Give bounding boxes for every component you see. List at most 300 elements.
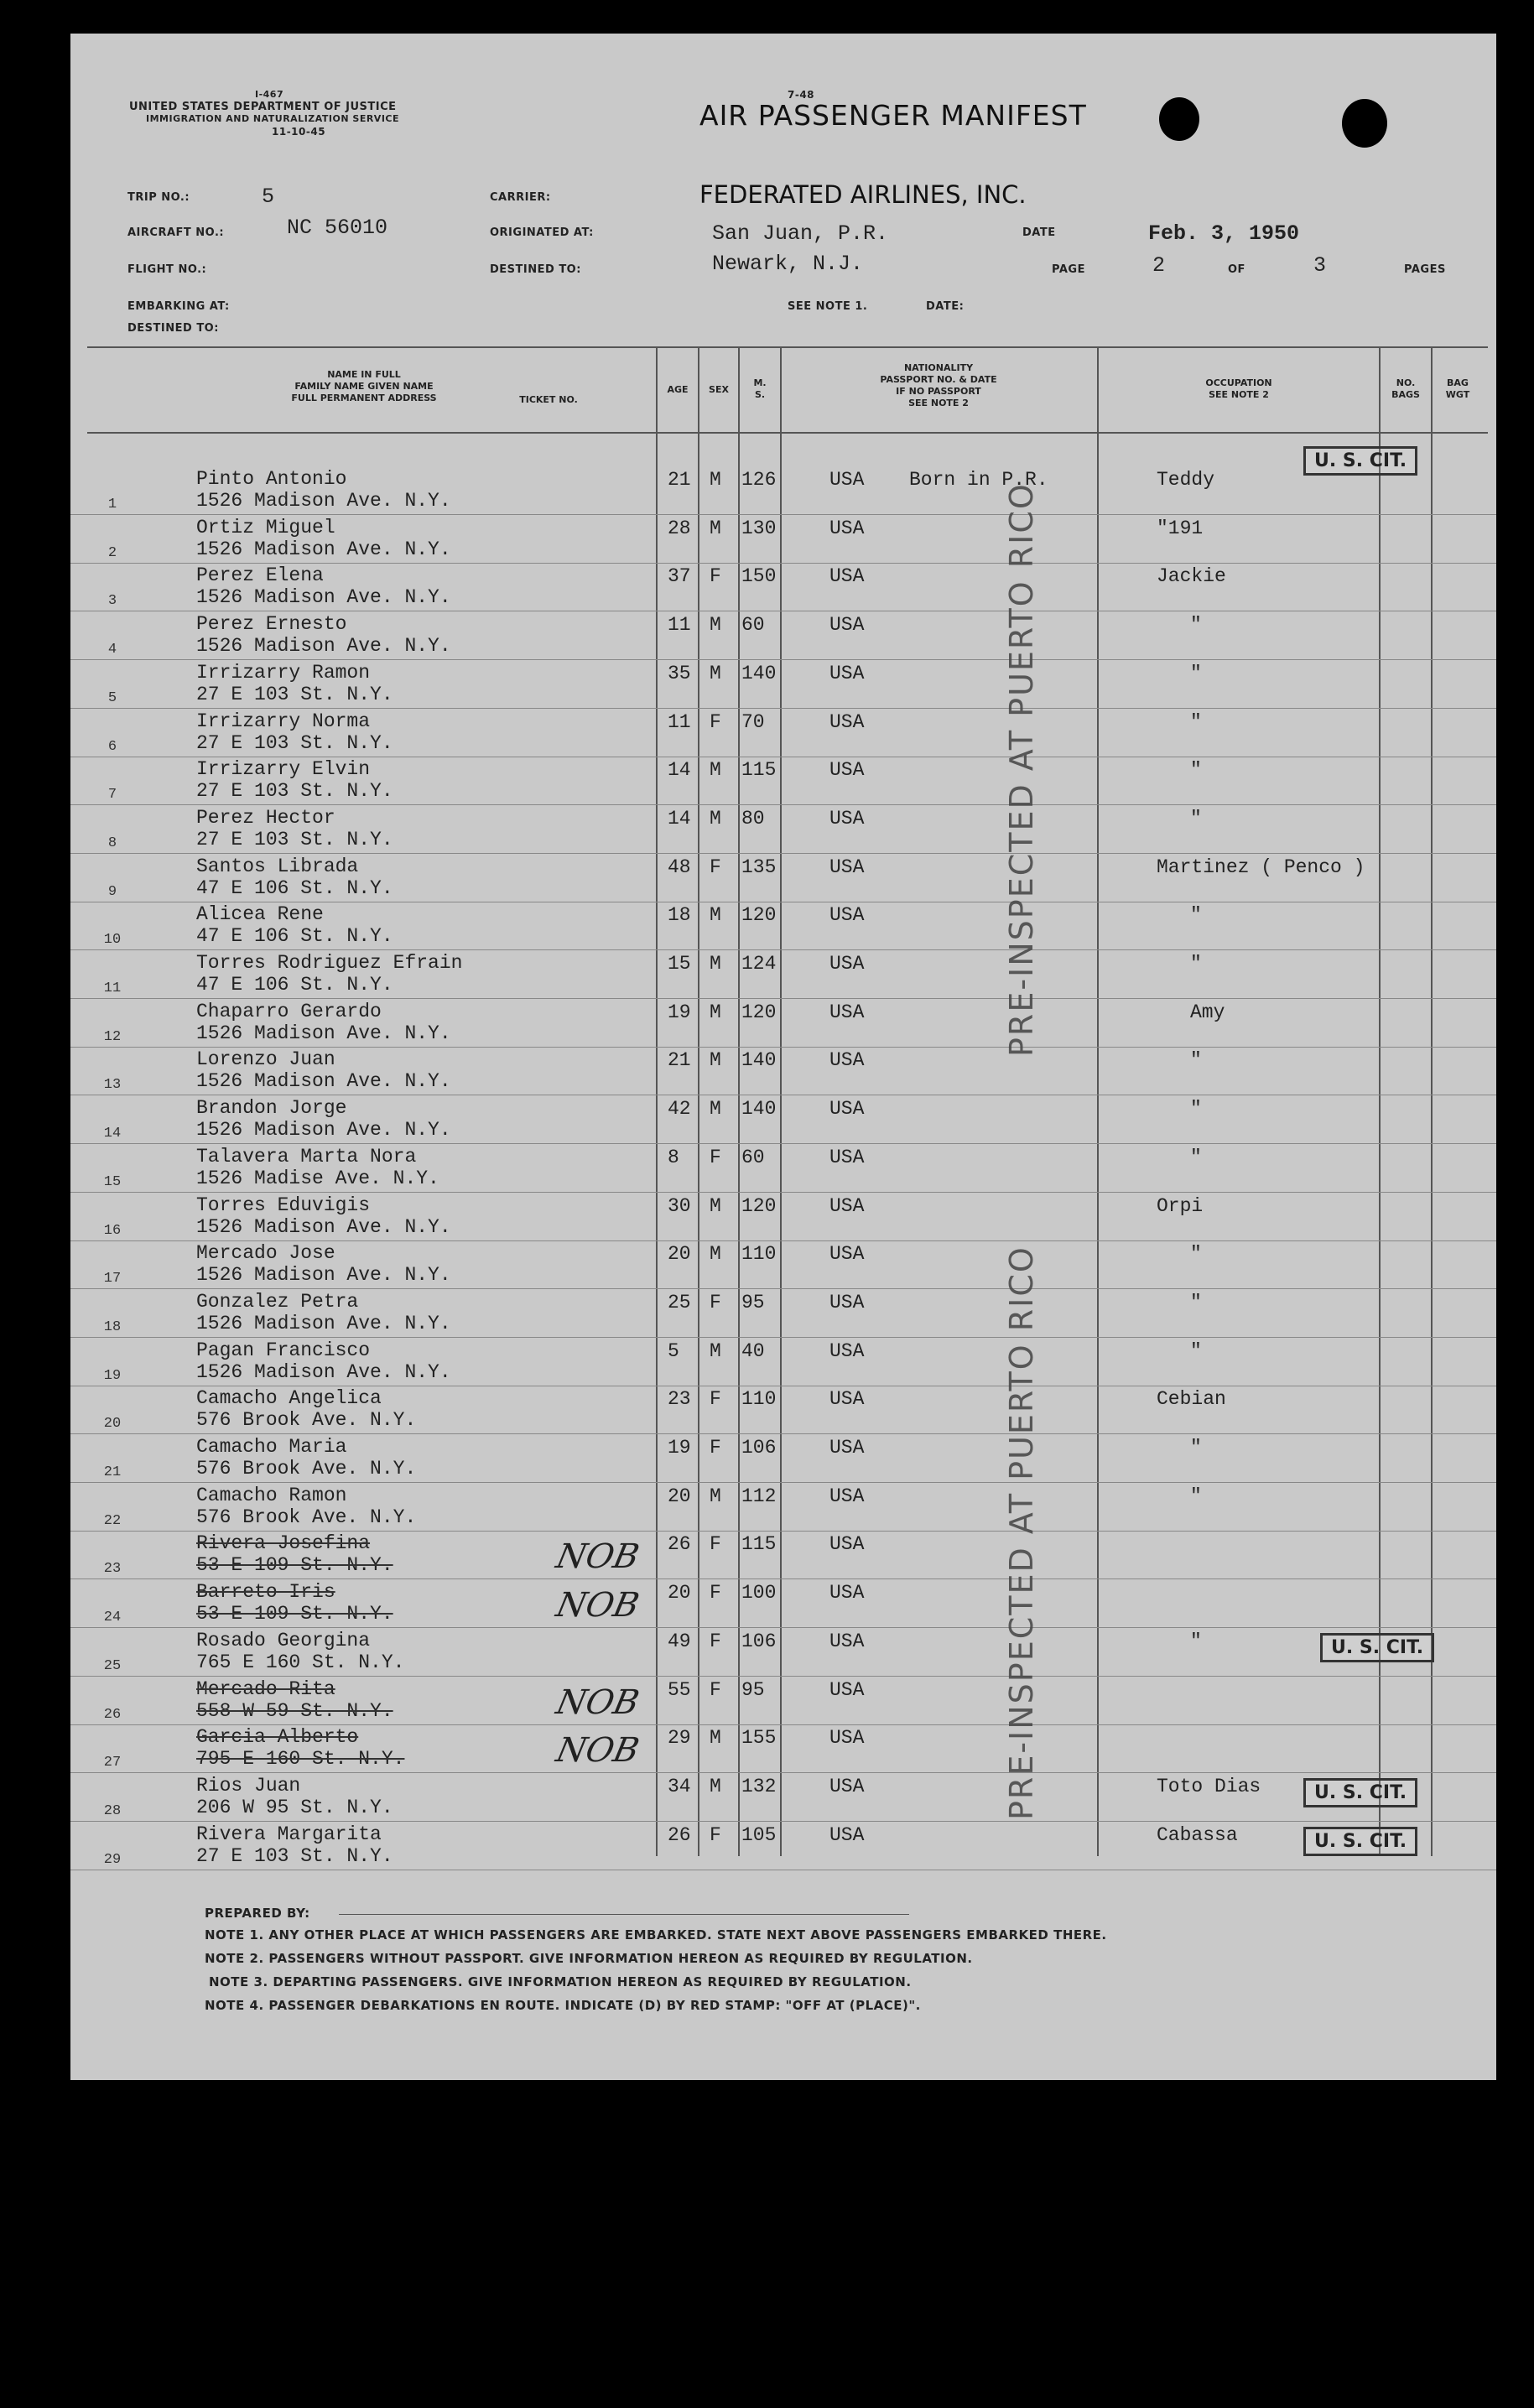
passenger-name: Alicea Rene bbox=[196, 903, 324, 926]
passenger-nationality: USA bbox=[829, 1146, 865, 1168]
passenger-age: 21 bbox=[668, 1049, 691, 1072]
carrier-name: FEDERATED AIRLINES, INC. bbox=[699, 180, 1027, 209]
passenger-ms: 95 bbox=[741, 1678, 765, 1701]
aircraft-no-label: AIRCRAFT NO.: bbox=[127, 226, 225, 239]
passenger-sex: M bbox=[710, 904, 721, 927]
originated-label: ORIGINATED AT: bbox=[490, 226, 594, 239]
header-bottom-rule bbox=[87, 432, 1488, 434]
embarking-label: EMBARKING AT: bbox=[127, 300, 230, 313]
table-row bbox=[70, 1193, 1496, 1241]
passenger-address: 1526 Madison Ave. N.Y. bbox=[196, 1360, 451, 1383]
col-header-occupation: OCCUPATION SEE NOTE 2 bbox=[1205, 377, 1272, 400]
row-number: 3 bbox=[107, 593, 117, 610]
passenger-ms: 95 bbox=[741, 1291, 765, 1313]
passenger-age: 37 bbox=[668, 565, 691, 588]
passenger-sex: F bbox=[710, 1630, 721, 1652]
trip-no: 5 bbox=[262, 185, 275, 209]
nob-annotation: NOB bbox=[553, 1682, 643, 1722]
passenger-age: 11 bbox=[668, 614, 691, 637]
passenger-nationality: USA bbox=[829, 953, 865, 975]
passenger-name: Perez Elena bbox=[196, 564, 324, 587]
table-row bbox=[70, 1338, 1496, 1386]
passenger-ms: 80 bbox=[741, 807, 765, 830]
passenger-ms: 132 bbox=[741, 1775, 777, 1797]
row-number: 9 bbox=[107, 883, 117, 900]
passenger-ms: 105 bbox=[741, 1823, 777, 1846]
passenger-ms: 115 bbox=[741, 1533, 777, 1556]
prepared-by-line bbox=[339, 1914, 909, 1915]
table-row bbox=[70, 854, 1496, 902]
passenger-name: Irrizarry Elvin bbox=[196, 758, 371, 781]
passenger-ms: 140 bbox=[741, 662, 777, 684]
passenger-nationality: USA bbox=[829, 1243, 865, 1266]
passenger-ms: 120 bbox=[741, 904, 777, 927]
us-cit-stamp: U. S. CIT. bbox=[1303, 1827, 1417, 1856]
passenger-address: 1526 Madison Ave. N.Y. bbox=[196, 1070, 451, 1093]
passenger-age: 23 bbox=[668, 1388, 691, 1411]
row-number: 12 bbox=[103, 1028, 122, 1045]
passenger-age: 30 bbox=[668, 1194, 691, 1217]
passenger-occupation: " bbox=[1190, 1485, 1202, 1507]
passenger-name: Santos Librada bbox=[196, 855, 359, 877]
passenger-nationality: USA bbox=[829, 1001, 865, 1023]
passenger-nationality: USA bbox=[829, 1582, 865, 1604]
passenger-sex: M bbox=[710, 1485, 721, 1507]
passenger-ms: 115 bbox=[741, 759, 777, 782]
table-row bbox=[70, 709, 1496, 757]
passenger-ms: 124 bbox=[741, 953, 777, 975]
col-header-bags: NO. BAGS bbox=[1391, 377, 1420, 400]
table-row bbox=[70, 950, 1496, 999]
of-label: OF bbox=[1228, 263, 1245, 276]
passenger-sex: F bbox=[710, 1437, 721, 1459]
col-header-nationality: NATIONALITY PASSPORT NO. & DATE IF NO PASSPORT SEE NOTE 2 bbox=[880, 362, 997, 408]
passenger-address: 47 E 106 St. N.Y. bbox=[196, 974, 393, 996]
passenger-nationality: USA bbox=[829, 1291, 865, 1313]
passenger-occupation: Martinez ( Penco ) bbox=[1157, 856, 1365, 878]
passenger-nationality: USA bbox=[829, 710, 865, 733]
row-number: 25 bbox=[103, 1657, 122, 1674]
passenger-ms: 140 bbox=[741, 1049, 777, 1072]
passenger-ms: 120 bbox=[741, 1001, 777, 1023]
row-number: 23 bbox=[103, 1561, 122, 1578]
punch-hole-right bbox=[1342, 99, 1387, 148]
passenger-ms: 70 bbox=[741, 710, 765, 733]
passenger-age: 42 bbox=[668, 1098, 691, 1121]
passenger-sex: M bbox=[710, 1339, 721, 1362]
passenger-age: 29 bbox=[668, 1727, 691, 1750]
passenger-address: 795 E 160 St. N.Y. bbox=[196, 1748, 405, 1771]
passenger-occupation: Jackie bbox=[1157, 565, 1226, 588]
passenger-age: 20 bbox=[668, 1243, 691, 1266]
passenger-age: 5 bbox=[668, 1339, 679, 1362]
passenger-ms: 106 bbox=[741, 1437, 777, 1459]
passenger-age: 21 bbox=[668, 469, 691, 491]
table-row bbox=[70, 1434, 1496, 1483]
passenger-name: Talavera Marta Nora bbox=[196, 1145, 417, 1168]
passenger-occupation: " bbox=[1190, 1437, 1202, 1459]
row-number: 2 bbox=[107, 544, 117, 561]
passenger-name: Camacho Ramon bbox=[196, 1484, 347, 1506]
passenger-nationality: USA bbox=[829, 759, 865, 782]
table-row bbox=[70, 1531, 1496, 1579]
passenger-name: Rivera Josefina bbox=[196, 1532, 371, 1555]
page-label: PAGE bbox=[1052, 263, 1085, 276]
passenger-address: 765 E 160 St. N.Y. bbox=[196, 1651, 405, 1673]
passenger-address: 1526 Madison Ave. N.Y. bbox=[196, 1022, 451, 1044]
row-number: 19 bbox=[103, 1367, 122, 1384]
passenger-occupation: Teddy bbox=[1157, 469, 1215, 491]
destined-label: DESTINED TO: bbox=[490, 263, 581, 276]
row-number: 28 bbox=[103, 1802, 122, 1819]
passenger-nationality: USA bbox=[829, 565, 865, 588]
passenger-nationality: USA bbox=[829, 1098, 865, 1121]
passenger-address: 53 E 109 St. N.Y. bbox=[196, 1603, 393, 1625]
passenger-age: 19 bbox=[668, 1001, 691, 1023]
flight-no-label: FLIGHT NO.: bbox=[127, 263, 207, 276]
passenger-age: 20 bbox=[668, 1485, 691, 1507]
passenger-name: Pagan Francisco bbox=[196, 1339, 371, 1361]
row-number: 20 bbox=[103, 1416, 122, 1433]
pages-label: PAGES bbox=[1404, 263, 1446, 276]
passenger-nationality: USA bbox=[829, 1630, 865, 1652]
passenger-name: Pinto Antonio bbox=[196, 468, 347, 490]
passenger-nationality: USA bbox=[829, 1437, 865, 1459]
passenger-address: 27 E 103 St. N.Y. bbox=[196, 780, 393, 803]
passenger-occupation: Orpi bbox=[1157, 1194, 1204, 1217]
passenger-address: 1526 Madison Ave. N.Y. bbox=[196, 1119, 451, 1142]
passenger-occupation: " bbox=[1190, 759, 1202, 782]
passenger-occupation: " bbox=[1190, 614, 1202, 637]
row-number: 29 bbox=[103, 1851, 122, 1868]
passenger-address: 27 E 103 St. N.Y. bbox=[196, 1844, 393, 1867]
passenger-name: Barreto Iris bbox=[196, 1581, 335, 1604]
passenger-name: Irrizarry Norma bbox=[196, 710, 371, 732]
passenger-age: 8 bbox=[668, 1146, 679, 1168]
passenger-name: Rios Juan bbox=[196, 1774, 301, 1797]
passenger-occupation: Amy bbox=[1190, 1001, 1225, 1023]
col-header-sex: SEX bbox=[709, 384, 729, 395]
carrier-label: CARRIER: bbox=[490, 191, 551, 204]
pre-inspected-stamp-lower: PRE-INSPECTED AT PUERTO RICO bbox=[1003, 1246, 1040, 1820]
col-header-ticket: TICKET NO. bbox=[519, 394, 578, 405]
table-row bbox=[70, 1240, 1496, 1289]
nob-annotation: NOB bbox=[553, 1731, 643, 1771]
passenger-nationality: USA bbox=[829, 517, 865, 539]
table-row bbox=[70, 660, 1496, 709]
aircraft-no: NC 56010 bbox=[287, 216, 388, 240]
table-row bbox=[70, 1773, 1496, 1822]
passenger-note: Born in P.R. bbox=[909, 469, 1048, 491]
passenger-nationality: USA bbox=[829, 1775, 865, 1797]
passenger-sex: M bbox=[710, 953, 721, 975]
note-1: NOTE 1. ANY OTHER PLACE AT WHICH PASSENGERS ARE EMBARKED. STATE NEXT ABOVE PASSENGERS EMBARKED THERE. bbox=[205, 1927, 1107, 1943]
passenger-ms: 60 bbox=[741, 614, 765, 637]
row-number: 7 bbox=[107, 787, 117, 804]
passenger-age: 19 bbox=[668, 1437, 691, 1459]
row-number: 15 bbox=[103, 1173, 122, 1190]
passenger-address: 576 Brook Ave. N.Y. bbox=[196, 1458, 417, 1480]
passenger-occupation: " bbox=[1190, 710, 1202, 733]
passenger-name: Camacho Maria bbox=[196, 1436, 347, 1458]
passenger-sex: F bbox=[710, 1388, 721, 1411]
passenger-sex: M bbox=[710, 1194, 721, 1217]
passenger-age: 28 bbox=[668, 517, 691, 539]
passenger-name: Brandon Jorge bbox=[196, 1097, 347, 1120]
row-number: 13 bbox=[103, 1077, 122, 1094]
row-number: 16 bbox=[103, 1222, 122, 1239]
note-3: NOTE 3. DEPARTING PASSENGERS. GIVE INFORMATION HEREON AS REQUIRED BY REGULATION. bbox=[209, 1974, 912, 1989]
see-note-label: SEE NOTE 1. bbox=[788, 300, 868, 313]
row-number: 1 bbox=[107, 497, 117, 512]
pre-inspected-stamp-upper: PRE-INSPECTED AT PUERTO RICO bbox=[1003, 482, 1040, 1057]
passenger-sex: M bbox=[710, 662, 721, 684]
passenger-nationality: USA bbox=[829, 1823, 865, 1846]
table-row bbox=[70, 1483, 1496, 1532]
table-row bbox=[70, 563, 1496, 611]
passenger-ms: 60 bbox=[741, 1146, 765, 1168]
passenger-occupation: " bbox=[1190, 953, 1202, 975]
passenger-sex: M bbox=[710, 1001, 721, 1023]
passenger-occupation: Cebian bbox=[1157, 1388, 1226, 1411]
table-row bbox=[70, 1724, 1496, 1773]
row-number: 27 bbox=[103, 1755, 122, 1771]
passenger-name: Garcia Alberto bbox=[196, 1726, 359, 1749]
table-row bbox=[70, 805, 1496, 854]
passenger-address: 1526 Madise Ave. N.Y. bbox=[196, 1167, 439, 1189]
passenger-sex: M bbox=[710, 1098, 721, 1121]
passenger-address: 27 E 103 St. N.Y. bbox=[196, 683, 393, 705]
passenger-sex: M bbox=[710, 1727, 721, 1750]
passenger-address: 47 E 106 St. N.Y. bbox=[196, 925, 393, 948]
passenger-occupation: " bbox=[1190, 1146, 1202, 1168]
passenger-occupation: " bbox=[1190, 904, 1202, 927]
trip-no-label: TRIP NO.: bbox=[127, 191, 190, 204]
passenger-sex: F bbox=[710, 710, 721, 733]
passenger-ms: 100 bbox=[741, 1582, 777, 1604]
date-label: DATE bbox=[1022, 226, 1056, 239]
passenger-address: 576 Brook Ave. N.Y. bbox=[196, 1409, 417, 1432]
passenger-age: 14 bbox=[668, 759, 691, 782]
page-value: 2 bbox=[1152, 253, 1166, 278]
us-cit-stamp: U. S. CIT. bbox=[1320, 1633, 1434, 1662]
table-row bbox=[70, 1579, 1496, 1628]
passenger-occupation: Cabassa bbox=[1157, 1823, 1238, 1846]
table-row bbox=[70, 466, 1496, 515]
passenger-nationality: USA bbox=[829, 856, 865, 878]
passenger-nationality: USA bbox=[829, 1485, 865, 1507]
passenger-name: Rivera Margarita bbox=[196, 1823, 382, 1845]
prepared-by-label: PREPARED BY: bbox=[205, 1906, 310, 1921]
passenger-name: Lorenzo Juan bbox=[196, 1048, 335, 1071]
row-number: 11 bbox=[103, 980, 122, 996]
manifest-sheet bbox=[70, 34, 1496, 2080]
passenger-nationality: USA bbox=[829, 1533, 865, 1556]
destined-value: Newark, N.J. bbox=[712, 252, 864, 276]
page-title: AIR PASSENGER MANIFEST bbox=[699, 99, 1087, 132]
passenger-sex: M bbox=[710, 469, 721, 491]
passenger-address: 47 E 106 St. N.Y. bbox=[196, 876, 393, 899]
passenger-sex: M bbox=[710, 807, 721, 830]
passenger-name: Torres Rodriguez Efrain bbox=[196, 952, 463, 974]
row-number: 8 bbox=[107, 835, 117, 851]
passenger-occupation: " bbox=[1190, 1339, 1202, 1362]
us-cit-stamp-top: U. S. CIT. bbox=[1303, 446, 1417, 476]
passenger-sex: F bbox=[710, 1678, 721, 1701]
passenger-name: Perez Hector bbox=[196, 806, 335, 829]
passenger-ms: 40 bbox=[741, 1339, 765, 1362]
passenger-address: 1526 Madison Ave. N.Y. bbox=[196, 586, 451, 609]
passenger-name: Torres Eduvigis bbox=[196, 1194, 371, 1216]
originated-value: San Juan, P.R. bbox=[712, 221, 889, 246]
table-row bbox=[70, 611, 1496, 660]
passenger-age: 55 bbox=[668, 1678, 691, 1701]
passenger-sex: F bbox=[710, 1823, 721, 1846]
passenger-name: Chaparro Gerardo bbox=[196, 1000, 382, 1022]
table-row bbox=[70, 1289, 1496, 1338]
table-row bbox=[70, 757, 1496, 805]
passenger-age: 34 bbox=[668, 1775, 691, 1797]
table-row bbox=[70, 1095, 1496, 1144]
passenger-ms: 140 bbox=[741, 1098, 777, 1121]
passenger-sex: F bbox=[710, 565, 721, 588]
row-number: 4 bbox=[107, 642, 117, 658]
passenger-sex: M bbox=[710, 1049, 721, 1072]
passenger-ms: 120 bbox=[741, 1194, 777, 1217]
passenger-sex: F bbox=[710, 1146, 721, 1168]
table-row bbox=[70, 1628, 1496, 1677]
passenger-sex: F bbox=[710, 1291, 721, 1313]
note-4: NOTE 4. PASSENGER DEBARKATIONS EN ROUTE. INDICATE (D) BY RED STAMP: "OFF AT (PLACE)". bbox=[205, 1998, 921, 2013]
passenger-ms: 155 bbox=[741, 1727, 777, 1750]
col-header-age: AGE bbox=[667, 384, 689, 395]
passenger-age: 14 bbox=[668, 807, 691, 830]
passenger-occupation: " bbox=[1190, 1243, 1202, 1266]
passenger-ms: 110 bbox=[741, 1243, 777, 1266]
passenger-address: 206 W 95 St. N.Y. bbox=[196, 1796, 393, 1818]
row-number: 21 bbox=[103, 1464, 122, 1480]
passenger-age: 25 bbox=[668, 1291, 691, 1313]
passenger-occupation: " bbox=[1190, 807, 1202, 830]
passenger-ms: 112 bbox=[741, 1485, 777, 1507]
row-number: 14 bbox=[103, 1126, 122, 1142]
passenger-occupation: " bbox=[1190, 662, 1202, 684]
passenger-address: 1526 Madison Ave. N.Y. bbox=[196, 1264, 451, 1287]
passenger-sex: M bbox=[710, 614, 721, 637]
nob-annotation: NOB bbox=[553, 1586, 643, 1625]
passenger-address: 27 E 103 St. N.Y. bbox=[196, 828, 393, 850]
passenger-address: 1526 Madison Ave. N.Y. bbox=[196, 1215, 451, 1238]
agency-line2: IMMIGRATION AND NATURALIZATION SERVICE bbox=[146, 113, 400, 124]
passenger-name: Mercado Jose bbox=[196, 1242, 335, 1265]
passenger-nationality: USA bbox=[829, 1678, 865, 1701]
passenger-ms: 130 bbox=[741, 517, 777, 539]
passenger-age: 35 bbox=[668, 662, 691, 684]
passenger-name: Gonzalez Petra bbox=[196, 1290, 359, 1313]
agency-date-code: 11-10-45 bbox=[272, 126, 326, 138]
passenger-ms: 150 bbox=[741, 565, 777, 588]
passenger-ms: 106 bbox=[741, 1630, 777, 1652]
passenger-ms: 126 bbox=[741, 469, 777, 491]
passenger-occupation: " bbox=[1190, 1049, 1202, 1072]
passenger-address: 1526 Madison Ave. N.Y. bbox=[196, 490, 451, 512]
punch-hole-left bbox=[1159, 97, 1199, 141]
table-row bbox=[70, 1047, 1496, 1095]
passenger-nationality: USA bbox=[829, 1049, 865, 1072]
us-cit-stamp: U. S. CIT. bbox=[1303, 1778, 1417, 1807]
col-header-name: NAME IN FULL FAMILY NAME GIVEN NAME FULL PERMANENT ADDRESS bbox=[291, 369, 437, 403]
row-number: 26 bbox=[103, 1706, 122, 1723]
passenger-name: Mercado Rita bbox=[196, 1677, 335, 1700]
date-value: Feb. 3, 1950 bbox=[1148, 221, 1300, 246]
row-number: 10 bbox=[103, 932, 122, 949]
passenger-nationality: USA bbox=[829, 662, 865, 684]
row-number: 24 bbox=[103, 1610, 122, 1626]
passenger-nationality: USA bbox=[829, 1727, 865, 1750]
passenger-address: 576 Brook Ave. N.Y. bbox=[196, 1506, 417, 1528]
table-row bbox=[70, 1386, 1496, 1434]
passenger-name: Rosado Georgina bbox=[196, 1629, 371, 1651]
passenger-nationality: USA bbox=[829, 1388, 865, 1411]
table-row bbox=[70, 902, 1496, 950]
passenger-occupation: "191 bbox=[1157, 517, 1204, 539]
passenger-sex: M bbox=[710, 1243, 721, 1266]
passenger-ms: 135 bbox=[741, 856, 777, 878]
form-number: I-467 bbox=[255, 89, 284, 100]
passenger-sex: M bbox=[710, 1775, 721, 1797]
table-row bbox=[70, 1822, 1496, 1870]
passenger-sex: F bbox=[710, 1533, 721, 1556]
date2-label: DATE: bbox=[926, 300, 965, 313]
passenger-age: 18 bbox=[668, 904, 691, 927]
passenger-address: 558 W 59 St. N.Y. bbox=[196, 1699, 393, 1722]
passenger-sex: M bbox=[710, 759, 721, 782]
col-header-ms: M. S. bbox=[753, 377, 767, 400]
table-top-rule bbox=[87, 346, 1488, 348]
col-header-wgt: BAG WGT bbox=[1445, 377, 1470, 400]
table-row bbox=[70, 1677, 1496, 1725]
passenger-name: Irrizarry Ramon bbox=[196, 661, 371, 684]
passenger-age: 49 bbox=[668, 1630, 691, 1652]
passenger-occupation: " bbox=[1190, 1098, 1202, 1121]
row-number: 18 bbox=[103, 1318, 122, 1335]
passenger-age: 15 bbox=[668, 953, 691, 975]
passenger-nationality: USA bbox=[829, 1194, 865, 1217]
passenger-address: 53 E 109 St. N.Y. bbox=[196, 1554, 393, 1577]
passenger-age: 11 bbox=[668, 710, 691, 733]
passenger-sex: M bbox=[710, 517, 721, 539]
nob-annotation: NOB bbox=[553, 1537, 643, 1577]
passenger-age: 20 bbox=[668, 1582, 691, 1604]
row-number: 22 bbox=[103, 1512, 122, 1529]
passenger-address: 27 E 103 St. N.Y. bbox=[196, 731, 393, 754]
table-row bbox=[70, 1144, 1496, 1193]
passenger-address: 1526 Madison Ave. N.Y. bbox=[196, 635, 451, 658]
passenger-address: 1526 Madison Ave. N.Y. bbox=[196, 1312, 451, 1334]
row-number: 6 bbox=[107, 738, 117, 755]
row-number: 5 bbox=[107, 689, 117, 706]
passenger-nationality: USA bbox=[829, 1339, 865, 1362]
passenger-occupation: " bbox=[1190, 1630, 1202, 1652]
passenger-occupation: Toto Dias bbox=[1157, 1775, 1261, 1797]
table-row bbox=[70, 515, 1496, 564]
row-number: 17 bbox=[103, 1271, 122, 1287]
passenger-sex: F bbox=[710, 1582, 721, 1604]
title-form-code: 7-48 bbox=[788, 89, 815, 101]
passenger-age: 26 bbox=[668, 1533, 691, 1556]
passenger-ms: 110 bbox=[741, 1388, 777, 1411]
passenger-nationality: USA bbox=[829, 469, 865, 491]
